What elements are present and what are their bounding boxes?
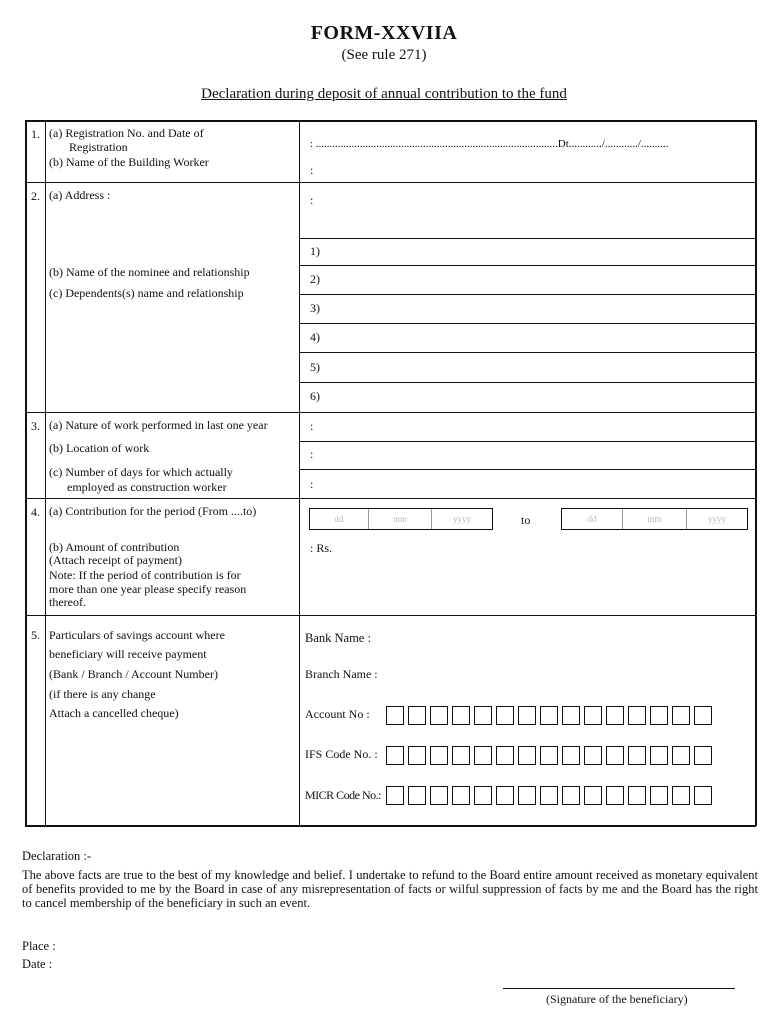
worker-name-label: (b) Name of the Building Worker (49, 155, 209, 169)
from-dd[interactable]: dd (310, 509, 369, 529)
account-no-boxes[interactable] (386, 706, 712, 725)
date-field[interactable]: Date : (22, 957, 53, 971)
char-box[interactable] (672, 746, 690, 765)
nominee-row-3[interactable]: 3) (310, 301, 320, 315)
char-box[interactable] (386, 706, 404, 725)
savings-label-4: (if there is any change (49, 687, 156, 701)
from-mm[interactable]: mm (369, 509, 433, 529)
declaration-title: Declaration :- (22, 849, 92, 863)
char-box[interactable] (474, 746, 492, 765)
char-box[interactable] (606, 786, 624, 805)
char-box[interactable] (694, 786, 712, 805)
char-box[interactable] (496, 706, 514, 725)
char-box[interactable] (694, 706, 712, 725)
char-box[interactable] (628, 786, 646, 805)
work-location-field[interactable]: : (310, 447, 314, 461)
attach-receipt-note: (Attach receipt of payment) (49, 553, 182, 567)
char-box[interactable] (474, 706, 492, 725)
work-nature-field[interactable]: : (310, 419, 314, 433)
amount-field[interactable]: : Rs. (310, 541, 333, 555)
bank-name-field[interactable]: Bank Name : (305, 631, 371, 645)
char-box[interactable] (386, 746, 404, 765)
char-box[interactable] (694, 746, 712, 765)
period-to-date[interactable] (561, 508, 748, 530)
char-box[interactable] (628, 706, 646, 725)
char-box[interactable] (496, 786, 514, 805)
from-yyyy[interactable]: yyyy (453, 514, 472, 524)
char-box[interactable] (518, 746, 536, 765)
char-box[interactable] (540, 786, 558, 805)
nominee-row-4[interactable]: 4) (310, 330, 320, 344)
to-mm[interactable]: mm (623, 509, 688, 529)
reg-no-label-cont: Registration (69, 140, 128, 154)
period-to-label: to (521, 513, 531, 527)
savings-label-2: beneficiary will receive payment (49, 647, 207, 661)
days-employed-label: (c) Number of days for which actually (49, 465, 233, 479)
contribution-period-label: (a) Contribution for the period (From ....to) (49, 504, 257, 518)
char-box[interactable] (672, 706, 690, 725)
reg-no-label: (a) Registration No. and Date of (49, 126, 204, 140)
signature-line (503, 988, 735, 989)
signature-label: (Signature of the beneficiary) (546, 992, 688, 1006)
nominee-row-2[interactable]: 2) (310, 272, 320, 286)
work-nature-label: (a) Nature of work performed in last one year (49, 418, 268, 432)
period-note-3: thereof. (49, 595, 86, 609)
char-box[interactable] (672, 786, 690, 805)
char-box[interactable] (562, 706, 580, 725)
char-box[interactable] (430, 746, 448, 765)
char-box[interactable] (584, 786, 602, 805)
contribution-amount-label: (b) Amount of contribution (49, 540, 180, 554)
char-box[interactable] (408, 706, 426, 725)
nominee-row-1[interactable]: 1) (310, 244, 320, 258)
char-box[interactable] (606, 746, 624, 765)
char-box[interactable] (562, 746, 580, 765)
days-employed-label-cont: employed as construction worker (67, 480, 227, 494)
char-box[interactable] (650, 786, 668, 805)
reg-no-field[interactable]: : ........................................................................................Dt............/............/.......... (310, 138, 669, 150)
period-from-date[interactable] (309, 508, 493, 530)
char-box[interactable] (474, 786, 492, 805)
char-box[interactable] (584, 706, 602, 725)
address-field[interactable]: : (310, 193, 314, 207)
char-box[interactable] (650, 706, 668, 725)
char-box[interactable] (386, 786, 404, 805)
to-dd[interactable]: dd (562, 509, 623, 529)
section-4-number: 4. (31, 505, 40, 519)
days-employed-field[interactable]: : (310, 477, 314, 491)
form-title: FORM-XXVIIA (310, 22, 458, 44)
ifs-code-label: IFS Code No. : (305, 747, 378, 761)
char-box[interactable] (518, 706, 536, 725)
work-location-label: (b) Location of work (49, 441, 150, 455)
char-box[interactable] (650, 746, 668, 765)
declaration-text: The above facts are true to the best of my knowledge and belief. I undertake to refund to the Board entire amount received as monetary equivalent of benefits provided to me by the Board in case of any misrepresentation of facts or wilful suppression of facts by me and the Board has the right to cancel membership of the beneficiary in such an event. (22, 868, 758, 910)
char-box[interactable] (540, 746, 558, 765)
worker-name-field[interactable]: : (310, 163, 314, 177)
char-box[interactable] (540, 706, 558, 725)
to-yyyy[interactable]: yyyy (708, 514, 727, 524)
micr-code-boxes[interactable] (386, 786, 712, 805)
char-box[interactable] (452, 706, 470, 725)
dependents-label: (c) Dependents(s) name and relationship (49, 286, 244, 300)
micr-code-label: MICR Code No.: (305, 788, 382, 802)
account-no-label: Account No : (305, 707, 370, 721)
branch-name-field[interactable]: Branch Name : (305, 667, 378, 681)
char-box[interactable] (518, 786, 536, 805)
char-box[interactable] (628, 746, 646, 765)
period-note-1: Note: If the period of contribution is for (49, 568, 241, 582)
char-box[interactable] (408, 746, 426, 765)
savings-label-3: (Bank / Branch / Account Number) (49, 667, 218, 681)
char-box[interactable] (430, 706, 448, 725)
char-box[interactable] (496, 746, 514, 765)
period-note-2: more than one year please specify reason (49, 582, 247, 596)
nominee-label: (b) Name of the nominee and relationship (49, 265, 250, 279)
char-box[interactable] (562, 786, 580, 805)
savings-label-1: Particulars of savings account where (49, 628, 225, 642)
char-box[interactable] (430, 786, 448, 805)
address-label: (a) Address : (49, 188, 111, 202)
ifs-code-boxes[interactable] (386, 746, 712, 765)
char-box[interactable] (452, 786, 470, 805)
char-box[interactable] (606, 706, 624, 725)
char-box[interactable] (408, 786, 426, 805)
place-field[interactable]: Place : (22, 939, 56, 953)
char-box[interactable] (584, 746, 602, 765)
nominee-row-6[interactable]: 6) (310, 389, 320, 403)
section-1-number: 1. (31, 127, 40, 141)
rule-reference: (See rule 271) (341, 47, 427, 63)
savings-label-5: Attach a cancelled cheque) (49, 706, 179, 720)
section-3-number: 3. (31, 419, 40, 433)
section-5-number: 5. (31, 628, 40, 642)
nominee-row-5[interactable]: 5) (310, 360, 320, 374)
char-box[interactable] (452, 746, 470, 765)
form-heading: Declaration during deposit of annual contribution to the fund (201, 86, 567, 102)
section-2-number: 2. (31, 189, 40, 203)
